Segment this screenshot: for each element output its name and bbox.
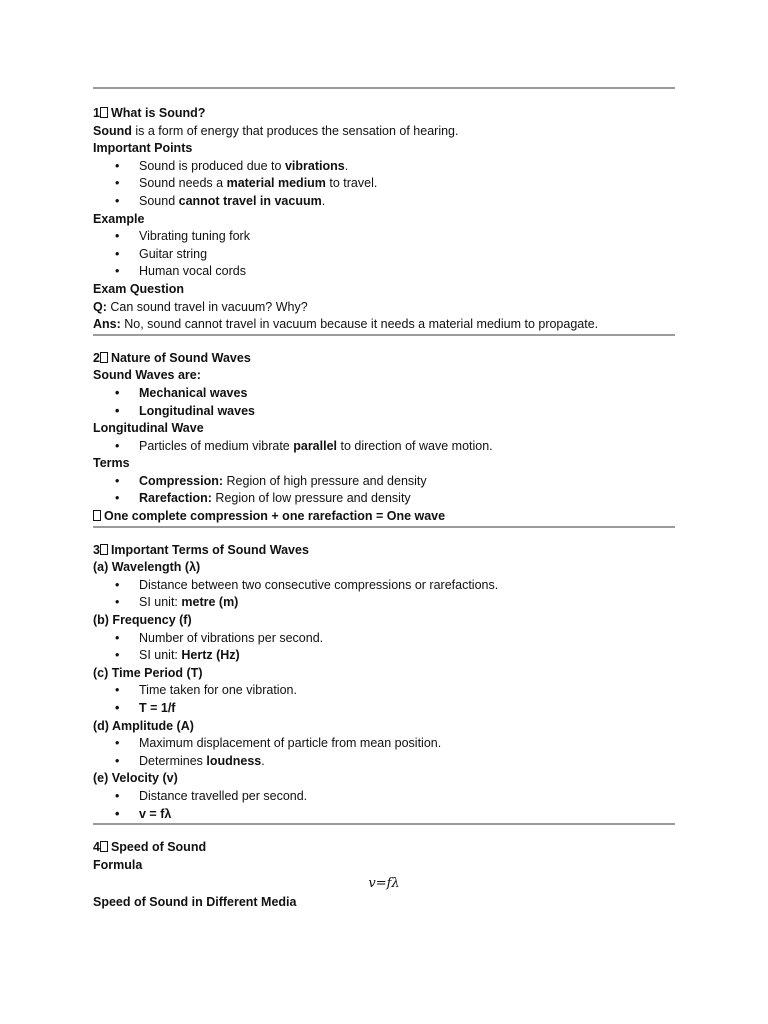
document-page: [93, 87, 675, 912]
subheading: Example: [93, 211, 145, 226]
list-item: • Distance between two consecutive compressions or rarefactions.: [93, 577, 675, 595]
section-number: 1: [93, 106, 100, 120]
list-item: • Determines loudness.: [93, 753, 675, 771]
list-item: • Sound needs a material medium to travel.: [93, 175, 675, 193]
section-nature-of-sound-waves: [93, 336, 675, 526]
subheading: (c) Time Period (T): [93, 665, 203, 680]
subheading: Formula: [93, 857, 143, 872]
section-number: 3: [93, 542, 100, 557]
section-number: 2: [93, 350, 100, 365]
list-item: • v = fλ: [93, 806, 675, 824]
subheading: Longitudinal Wave: [93, 421, 204, 436]
bullet-list: [93, 788, 675, 823]
subheading: (d) Amplitude (A): [93, 718, 194, 733]
list-item: • Rarefaction: Region of low pressure and density: [93, 490, 675, 508]
bullet-list: [93, 577, 675, 612]
list-item: • Number of vibrations per second.: [93, 630, 675, 648]
emoji-box-icon: [100, 352, 108, 363]
bullet-list: [93, 385, 675, 420]
list-item: • Distance travelled per second.: [93, 788, 675, 806]
section-title: Speed of Sound: [110, 840, 207, 855]
list-item: • Sound cannot travel in vacuum.: [93, 193, 675, 211]
bullet-list: [93, 158, 675, 211]
list-item: • Compression: Region of high pressure and density: [93, 473, 675, 491]
list-item: • Maximum displacement of particle from mean position.: [93, 735, 675, 753]
exam-answer: Ans: No, sound cannot travel in vacuum because it needs a material medium to propagate.: [93, 317, 599, 332]
list-item: • Guitar string: [93, 246, 675, 264]
emoji-box-icon: [93, 510, 101, 521]
list-item: • Human vocal cords: [93, 263, 675, 281]
emoji-box-icon: [100, 841, 108, 852]
section-heading: [93, 350, 675, 368]
list-item: • SI unit: metre (m): [93, 594, 675, 612]
bullet-list: [93, 473, 675, 508]
list-item: • Vibrating tuning fork: [93, 228, 675, 246]
section-what-is-sound: [93, 89, 675, 334]
subheading: Speed of Sound in Different Media: [93, 895, 297, 910]
subheading: (b) Frequency (f): [93, 613, 192, 628]
list-item: • SI unit: Hertz (Hz): [93, 647, 675, 665]
section-heading: [93, 839, 675, 857]
subheading: Terms: [93, 456, 130, 471]
list-item: • Particles of medium vibrate parallel to direction of wave motion.: [93, 438, 675, 456]
section-speed-of-sound: [93, 825, 675, 912]
emoji-box-icon: [100, 544, 108, 555]
subheading: Sound Waves are:: [93, 368, 201, 383]
bullet-list: [93, 630, 675, 665]
section-heading: [93, 105, 675, 123]
subheading: Exam Question: [93, 281, 184, 296]
subheading: (e) Velocity (v): [93, 771, 178, 786]
bullet-list: [93, 228, 675, 281]
section-heading: [93, 542, 675, 560]
formula-equation: v=fλ: [368, 876, 400, 892]
list-item: • Longitudinal waves: [93, 403, 675, 421]
subheading: Important Points: [93, 141, 193, 156]
exam-question: Q: Can sound travel in vacuum? Why?: [93, 299, 308, 314]
bullet-list: [93, 682, 675, 717]
subheading: (a) Wavelength (λ): [93, 560, 201, 575]
bullet-list: [93, 735, 675, 770]
section-important-terms: [93, 528, 675, 824]
section-title: What is Sound?: [110, 106, 206, 120]
list-item: • Sound is produced due to vibrations.: [93, 158, 675, 176]
section-title: Nature of Sound Waves: [110, 350, 251, 365]
list-item: • Mechanical waves: [93, 385, 675, 403]
emoji-box-icon: [100, 107, 108, 118]
list-item: • Time taken for one vibration.: [93, 682, 675, 700]
bullet-list: [93, 438, 675, 456]
section-number: 4: [93, 840, 100, 855]
section-title: Important Terms of Sound Waves: [110, 542, 309, 557]
summary-line: One complete compression + one rarefaction = One wave: [93, 508, 675, 526]
definition: Sound is a form of energy that produces the sensation of hearing.: [93, 123, 459, 138]
list-item: • T = 1/f: [93, 700, 675, 718]
